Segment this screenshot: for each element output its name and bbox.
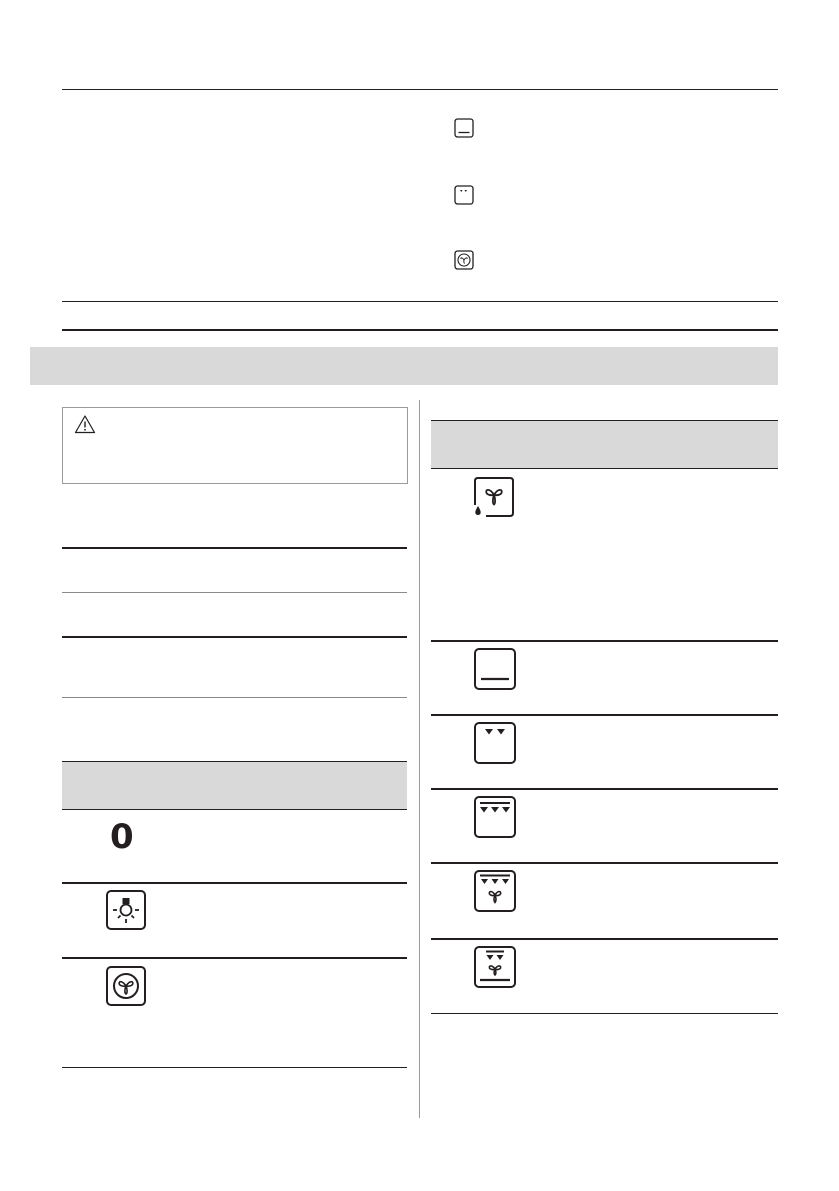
warning-box: [62, 407, 408, 484]
column-divider: [419, 400, 420, 1118]
left-info-rule-1: [62, 547, 407, 549]
off-position-glyph: 0: [110, 817, 134, 857]
true-fan-small-icon: [454, 250, 474, 270]
left-function-row-rule-2: [62, 957, 407, 959]
light-icon: [105, 889, 147, 931]
left-function-table-header: [62, 761, 407, 809]
right-function-bottom-rule: [431, 1013, 778, 1014]
top-heat-icon: [473, 721, 517, 765]
left-function-header-bottom-rule: [62, 809, 407, 810]
left-info-rule-2: [62, 592, 407, 593]
top-table-top-rule: [62, 89, 778, 90]
right-function-header-top-rule: [431, 420, 778, 421]
left-function-row-rule-1: [62, 882, 407, 884]
top-heat-small-icon: [454, 185, 474, 205]
right-function-row-rule-1: [431, 640, 778, 642]
pizza-function-icon: [473, 945, 517, 989]
top-table-mid-rule: [62, 301, 778, 302]
left-function-header-top-rule: [62, 761, 407, 762]
right-function-row-rule-5: [431, 938, 778, 940]
left-info-rule-3: [62, 636, 407, 638]
left-function-bottom-rule: [62, 1067, 407, 1068]
section-heading-bar: [30, 347, 778, 385]
left-info-rule-4: [62, 697, 407, 698]
turbo-grilling-icon: [473, 869, 517, 913]
bottom-heat-small-icon: [454, 118, 474, 138]
grill-icon: [473, 795, 517, 839]
true-fan-cooking-icon: [105, 965, 147, 1007]
right-function-table-header: [431, 420, 778, 468]
top-table-bottom-rule: [62, 329, 778, 331]
moist-fan-baking-icon: [472, 475, 516, 519]
right-function-row-rule-2: [431, 714, 778, 716]
warning-triangle-icon: [74, 414, 96, 434]
right-function-row-rule-4: [431, 862, 778, 864]
right-function-row-rule-3: [431, 788, 778, 790]
bottom-heat-icon: [473, 647, 517, 691]
right-function-header-bottom-rule: [431, 468, 778, 469]
